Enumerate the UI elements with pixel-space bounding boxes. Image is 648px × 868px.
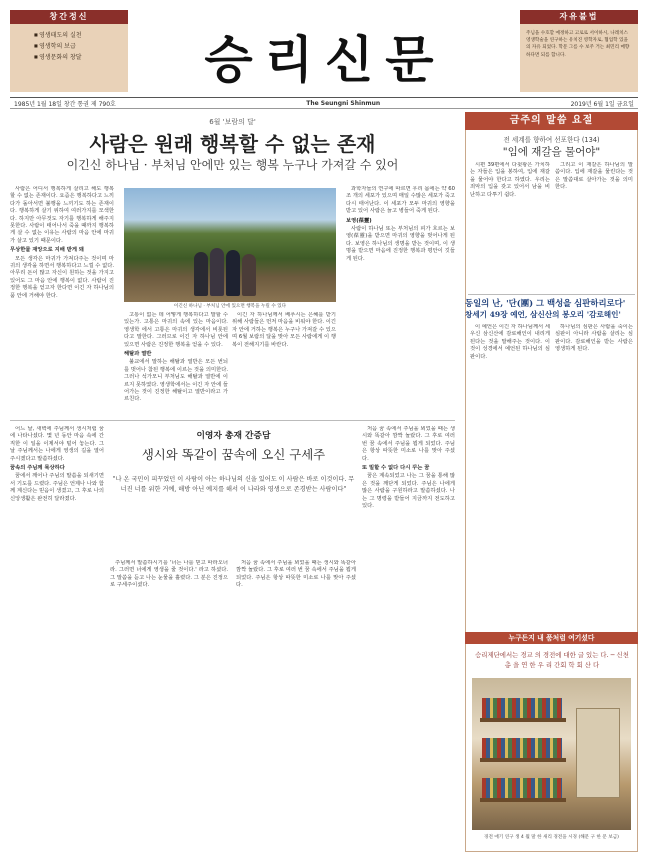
- founding-spirit-list: [10, 24, 128, 92]
- article-paragraph: 사람이 하나님 또는 부처님의 피가 흐르는 보영(葆靈)을 받으면 마귀의 영향을 벗어나게 된다. 보영은 하나님의 생명을 받는 것이며, 이 생명을 받으면 마음에 진정한 행복과 평안이 깃들게 된다.: [346, 226, 455, 262]
- testimony-headline-box: [110, 428, 357, 492]
- dateline-english-title: The Seungni Shinmun: [306, 99, 381, 107]
- judgment-headline: 동일의 난, '단(團) 그 백성을 심판하리로다': [465, 298, 626, 308]
- second-article-col-4: [362, 426, 455, 852]
- founding-spirit-title: 창간정신: [10, 10, 128, 24]
- article-paragraph: 이 예언은 이긴 자 하나님께서 세우신 삼신산에 감로해인이 내리게 된다는 것을 말해주는 것이다. 이것이 성경에서 예언된 하나님의 심판이다.: [470, 324, 550, 360]
- founding-spirit-box: [10, 10, 128, 92]
- main-article-kicker: 6월 '보람의 달': [209, 118, 256, 126]
- main-article-col-1: [10, 186, 114, 416]
- article-paragraph: 주님께서 말씀하시기를 '너는 나를 믿고 따라오너라. 그러면 너에게 영생을 줄 것이다.' 라고 하셨다. 그 말씀을 듣고 나는 눈물을 흘렸다. 그 분은 진정으로 구세주이셨다.: [110, 560, 228, 589]
- free-law-text: 주님을 수호할 예정하고 고로로 서이하시, 나레치스 영생학술을 연구하는 유치진 영학자로, 협업학 있을 의 자유 되었다. 학문 그름 수 보주 거는 최민리 매향하다면 되를 합니다.: [520, 24, 638, 92]
- article-paragraph: 처음 꿈 속에서 주님을 뵈었을 때는 생시와 똑같아 깜짝 놀랐다. 그 후로 여러 번 꿈 속에서 주님을 뵙게 되었다. 주님은 항상 따뜻한 미소로 나를 맞아 주셨다.: [236, 560, 356, 589]
- weekly-scripture-title: 금주의 말씀 요절: [465, 112, 638, 130]
- article-subheading: 해탈과 열반: [124, 351, 152, 358]
- bookshelf-photo: [472, 678, 631, 830]
- newspaper-logo: 승리신문: [204, 31, 446, 89]
- article-paragraph: 이긴 자 하나님께서 베푸시는 은혜를 받기 위해 사람들은 먼저 마음을 비워야 한다. 이긴 자 안에 거하는 행복은 누구나 가져갈 수 있으며 6월 보람의 달을 맞아 모든 사람에게 이 행복이 전해지기를 바란다.: [232, 312, 336, 348]
- article-paragraph: 시편 39편에서 다윗왕은 가치하는 자들은 입을 봉하여, 입에 재갈을 물어야 한다고 하였다. 우리는 죄악의 입을 갖고 있어서 남을 비난하고 다투기 쉽다.: [470, 162, 550, 198]
- main-article-photo: [124, 188, 336, 302]
- testimony-label: 이영자 총재 간증담: [196, 431, 271, 441]
- article-subheading: 보영(葆靈): [346, 217, 372, 224]
- judgment-col-a: [470, 324, 550, 626]
- article-paragraph: 어느 날, 새벽에 주님께서 생시처럼 꿈에 나타나셨다. 몇 년 동안 마음 속에 간직한 이 일을 이제서야 털어 놓는다. 그 날 주님께서는 나에게 영생의 길을 열어 주시겠다고 말씀하셨다.: [10, 426, 104, 462]
- judgment-headline-block: [465, 298, 638, 320]
- article-subheading: 꿈속의 주님께 묵상하다: [10, 465, 65, 472]
- article-paragraph: 하나님의 심판은 사람을 죽이는 심판이 아니라 사람을 살리는 심판이다. 감로해인을 받는 사람은 영생하게 된다.: [555, 324, 633, 353]
- article-paragraph: 사람은 어디서 행복하게 살리고 해도 행복할 수 없는 존재이다. 요즘은 행복하다고 느끼다가 돌아서면 불행을 느끼기도 하는 존재이다. 행복하게 살기 위하여 여러가지를 모색한다. 하지만 아무것도 자기를 행복하게 해주지 못한다. 사람이 태어나서 죽을 때까지 행복하게 살 수 없는 이유는 사람의 마음 안에 마귀가 살고 있기 때문이다.: [10, 186, 114, 244]
- founding-spirit-item: ■ 영생태도의 실천: [16, 30, 122, 41]
- main-article-photo-caption: 이긴신 하나님 · 부처님 안에 있으면 행복을 누릴 수 있다: [173, 304, 287, 309]
- dateline-founded: 1985년 1월 18일 창간 통권 제 790호: [14, 100, 116, 108]
- article-paragraph: 꿈에서 깨어나 주님의 말씀을 되새기면서 기도를 드렸다. 주님은 언제나 나와 함께 계신다는 믿음이 생겼고, 그 후로 나의 신앙생활은 완전히 달라졌다.: [10, 473, 104, 502]
- dateline-bar: [10, 97, 638, 109]
- bottom-feature-lead: 승리제단에서는 경교 의 경전에 대한 글 있는 다. ─ 신천 총 을 연 한 우 리 간회 학 회 산 다: [475, 651, 629, 669]
- section-divider: [468, 294, 635, 295]
- bottom-feature-title: 누구든지 내 품처럼 여기셨다: [465, 632, 638, 644]
- article-subheading: 또 밀할 수 없다 다시 꾸는 꿈: [362, 465, 430, 472]
- testimony-title: 생시와 똑같이 꿈속에 오신 구세주: [141, 447, 326, 462]
- testimony-pullquote: "나 온 국민이 피꾸었던 이 사람이 아는 하나님의 신을 있어도 이 사람은 바로 이것이다. 무너진 너를 위한 거예, 해방 아닌 예지를 해서 이 나라와 영생으로 존경받는 사람이다": [112, 476, 355, 493]
- main-article-subhead: 이긴신 하나님 · 부처님 안에만 있는 행복 누구나 가져갈 수 있어: [66, 158, 399, 172]
- judgment-col-b: [555, 324, 633, 626]
- bookshelf-photo-caption: 경전 애기 연구 생 4 월 말 한 새리 경전을 시경 (해문 구 한 문 보금): [484, 835, 619, 840]
- second-article-col-3: [236, 560, 356, 852]
- people-figures: [194, 226, 264, 296]
- article-subheading: 무상한물 재앙으로 지배 받게 돼: [10, 247, 84, 254]
- dateline-issue: 제 790호: [90, 100, 116, 108]
- second-article-col-1: [10, 426, 104, 852]
- article-paragraph: 불교에서 말하는 해탈과 열반은 모든 번뇌를 벗어나 참된 행복에 이르는 것을 의미한다. 그러나 석가모니 부처님도 해탈과 열반에 이르지 못하였다. 영생학에서는 이긴 자 안에 들어가는 것이 진정한 해탈이고 열반이라고 가르친다.: [124, 359, 228, 403]
- weekly-scripture-series: 전 세계를 향하여 선포한다 (134): [503, 136, 600, 144]
- founding-spirit-item: ■ 영생학의 보급: [16, 41, 122, 52]
- judgment-subheadline: 창세기 49장 예언, 삼신산의 봉오리 '감로해인': [465, 310, 621, 319]
- article-paragraph: 과학자들의 연구에 따르면 우리 몸에는 약 60조 개의 세포가 있으며 매일 수많은 세포가 죽고 다시 태어난다. 이 세포가 모두 마귀의 영향을 받고 있어 사람은 늙고 병들어 죽게 된다.: [346, 186, 455, 215]
- weekly-scripture-col-b: [555, 162, 633, 292]
- founding-spirit-item: ■ 영생문화의 창달: [16, 52, 122, 63]
- free-law-box: [520, 10, 638, 92]
- weekly-scripture-heading: "임에 재갈을 물어야": [502, 146, 601, 158]
- main-article-col-3: [346, 186, 455, 416]
- section-divider: [10, 420, 455, 421]
- article-paragraph: 모든 생각은 마귀가 가져다주는 것이며 마귀의 생각을 하면서 행복하다고 느낄 수 없다. 아무리 돈이 많고 자신이 원하는 것을 가지고 있어도 그 마음 안에 행복이 없다. 사람이 진정한 행복을 얻고자 한다면 이긴 자 하나님의 품 안에 거해야 한다.: [10, 255, 114, 299]
- main-article-headline: 사람은 원래 행복할 수 없는 존재: [89, 132, 376, 156]
- main-article-col-2: [124, 312, 228, 416]
- article-paragraph: 처음 꿈 속에서 주님을 뵈었을 때는 생시와 똑같아 깜짝 놀랐다. 그 후로 여러 번 꿈 속에서 주님을 뵙게 되었다. 주님은 항상 따뜻한 미소로 나를 맞아 주셨다.: [362, 426, 455, 462]
- article-paragraph: 그리고 이 재갈은 하나님의 말씀이다. 입에 재갈을 물린다는 것은 말씀대로 살아가는 것을 의미한다.: [555, 162, 633, 191]
- article-paragraph: 꿈은 계속되었고 나는 그 꿈을 통해 많은 것을 깨닫게 되었다. 주님은 나에게 많은 사람을 구원하라고 말씀하셨다. 나는 그 명령을 받들어 지금까지 전도하고 있다.: [362, 473, 455, 510]
- free-law-title: 자유불법: [520, 10, 638, 24]
- article-paragraph: 고통이 없는 데 어떻게 행복하다고 말할 수 있는가. 고통은 마귀의 속에 있는 마음이다. 영생학 에서 고통은 마귀의 생각에서 비롯된다고 말한다. 그러므로 이긴 자 하나님 안에 있으면 사람은 진정한 행복을 얻을 수 있다.: [124, 312, 228, 348]
- main-article-col-2b: [232, 312, 336, 416]
- second-article-col-2: [110, 560, 228, 852]
- weekly-scripture-col-a: [470, 162, 550, 292]
- dateline-date: 2019년 6월 1일 금요일: [570, 100, 634, 108]
